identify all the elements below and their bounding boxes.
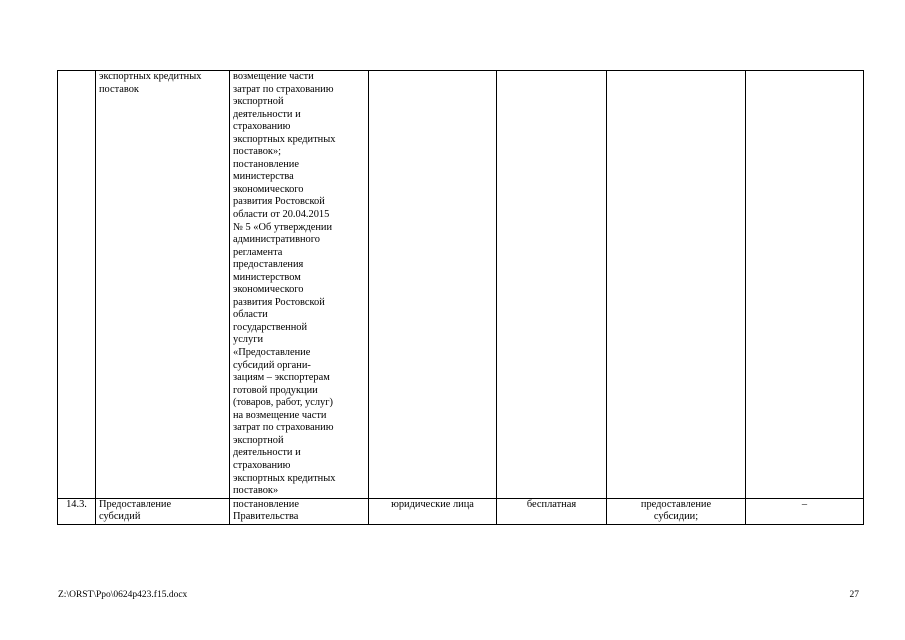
applicants-cell: юридические лица <box>369 498 497 524</box>
table-row <box>58 71 864 499</box>
cost-cell <box>497 71 607 499</box>
extra-cell: – <box>746 498 864 524</box>
row-number-cell: 14.3. <box>58 498 96 524</box>
result-cell: предоставление субсидии; <box>607 498 746 524</box>
table-row <box>58 498 864 524</box>
legal-basis-cell: постановление Правительства <box>230 498 369 524</box>
extra-cell <box>746 71 864 499</box>
service-name-cell: экспортных кредитных поставок <box>96 71 230 499</box>
result-cell <box>607 71 746 499</box>
cost-cell: бесплатная <box>497 498 607 524</box>
applicants-cell <box>369 71 497 499</box>
row-number-cell <box>58 71 96 499</box>
legal-basis-cell: возмещение части затрат по страхованию экспортной деятельности и страхованию экспортных кредитных поставок»; постановление министерства экономического развития Ростовской области от 20.04.2015 № 5 «Об утверждении административного регламента предоставления министерством экономического развития Ростовской области государственной услуги «Предоставление субсидий органи- зациям – экспортерам готовой продукции (товаров, работ, услуг) на возмещение части затрат по страхованию экспортной деятельности и страхованию экспортных кредитных поставок» <box>230 71 369 499</box>
services-table <box>57 70 864 525</box>
page-number: 27 <box>849 590 859 600</box>
footer-file-path: Z:\ORST\Ppo\0624p423.f15.docx <box>58 590 188 600</box>
service-name-cell: Предоставление субсидий <box>96 498 230 524</box>
